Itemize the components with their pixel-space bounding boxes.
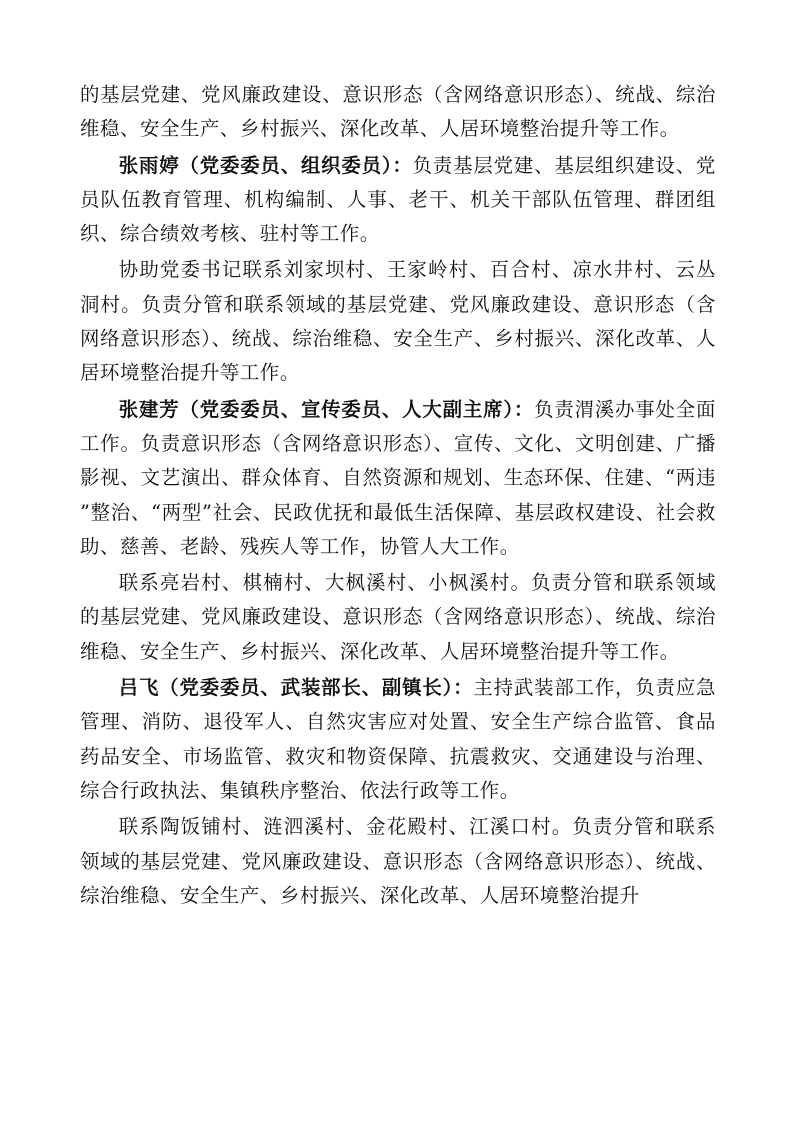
- paragraph-2: [80, 253, 716, 390]
- paragraph-6: [80, 810, 716, 913]
- document-page: [80, 78, 716, 915]
- paragraph-1: [80, 149, 716, 252]
- paragraph-0: [80, 78, 716, 147]
- paragraph-6-text: 联系陶饭铺村、涟泗溪村、金花殿村、江溪口村。负责分管和联系领域的基层党建、党风廉政建设、意识形态（含网络意识形态）、统战、综治维稳、安全生产、乡村振兴、深化改革、人居环境整治提升: [80, 815, 716, 907]
- paragraph-3-text: 负责渭溪办事处全面工作。负责意识形态（含网络意识形态）、宣传、文化、文明创建、广播影视、文艺演出、群众体育、自然资源和规划、生态环保、住建、“两违”整治、“两型”社会、民政优抚和最低生活保障、基层政权建设、社会救助、慈善、老龄、残疾人等工作，协管人大工作。: [80, 397, 716, 558]
- paragraph-4-text: 联系亮岩村、棋楠村、大枫溪村、小枫溪村。负责分管和联系领域的基层党建、党风廉政建设、意识形态（含网络意识形态）、统战、综治维稳、安全生产、乡村振兴、深化改革、人居环境整治提升等工作。: [80, 571, 716, 663]
- paragraph-3: [80, 393, 716, 564]
- paragraph-2-text: 协助党委书记联系刘家坝村、王家岭村、百合村、凉水井村、云丛洞村。负责分管和联系领域的基层党建、党风廉政建设、意识形态（含网络意识形态）、统战、综治维稳、安全生产、乡村振兴、深化改革、人居环境整治提升等工作。: [80, 258, 716, 385]
- paragraph-5-text: 主持武装部工作，负责应急管理、消防、退役军人、自然灾害应对处置、安全生产综合监管、食品药品安全、市场监管、救灾和物资保障、抗震救灾、交通建设与治理、综合行政执法、集镇秩序整治、依法行政等工作。: [80, 676, 716, 802]
- paragraph-4: [80, 566, 716, 669]
- paragraph-1-text: 负责基层党建、基层组织建设、党员队伍教育管理、机构编制、人事、老干、机关干部队伍管理、群团组织、综合绩效考核、驻村等工作。: [80, 153, 716, 246]
- paragraph-1-name: 张雨婷（党委委员、组织委员）：: [118, 153, 413, 177]
- paragraph-0-text: 的基层党建、党风廉政建设、意识形态（含网络意识形态）、统战、综治维稳、安全生产、乡村振兴、深化改革、人居环境整治提升等工作。: [80, 83, 716, 141]
- paragraph-5: [80, 671, 716, 808]
- paragraph-5-name: 吕飞（党委委员、武装部长、副镇长）：: [118, 676, 474, 700]
- paragraph-3-name: 张建芳（党委委员、宣传委员、人大副主席）：: [118, 397, 535, 421]
